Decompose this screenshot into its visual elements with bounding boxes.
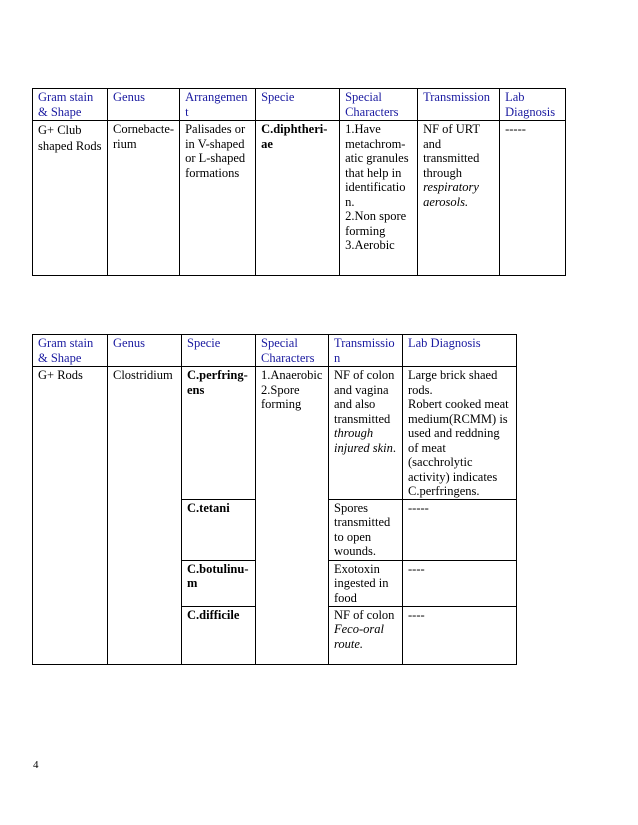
specie-cell: C.diphtheri-ae xyxy=(256,121,340,276)
lab-diagnosis-cell: ---- xyxy=(403,560,517,606)
header-cell: Specie xyxy=(182,335,256,367)
header-cell: Special Characters xyxy=(256,335,329,367)
transmission-text: NF of colon and vagina and also transmitted xyxy=(334,368,395,426)
gram-stain-cell: G+ Rods xyxy=(33,367,108,665)
header-cell: Genus xyxy=(108,89,180,121)
transmission-italic-text: respiratory aerosols. xyxy=(423,180,479,209)
specie-cell: C.perfring-ens xyxy=(182,367,256,500)
table-row xyxy=(33,367,517,500)
header-cell: Lab Diagnosis xyxy=(403,335,517,367)
specie-cell: C.botulinu-m xyxy=(182,560,256,606)
genus-cell: Clostridium xyxy=(108,367,182,665)
page-number: 4 xyxy=(33,759,39,771)
gram-stain-cell: G+ Club shaped Rods xyxy=(33,121,108,276)
transmission-cell xyxy=(329,367,403,500)
header-cell: Specie xyxy=(256,89,340,121)
lab-diagnosis-cell: ----- xyxy=(500,121,566,276)
transmission-text: NF of colon xyxy=(334,607,395,622)
table-header-row xyxy=(33,335,517,367)
header-cell: Transmission xyxy=(418,89,500,121)
header-cell: Transmissio n xyxy=(329,335,403,367)
transmission-suffix: . xyxy=(392,440,397,455)
lab-diagnosis-cell: ----- xyxy=(403,499,517,560)
special-characters-cell: 1.Have metachrom-atic granules that help in identificatio n. 2.Non spore forming 3.Aerobic xyxy=(340,121,418,276)
header-cell: Gram stain & Shape xyxy=(33,335,108,367)
transmission-italic-text: Feco-oral route. xyxy=(334,622,384,651)
genus-cell: Cornebacte-rium xyxy=(108,121,180,276)
header-cell: Special Characters xyxy=(340,89,418,121)
arrangement-cell: Palisades or in V-shaped or L-shaped formations xyxy=(180,121,256,276)
table-row xyxy=(33,121,566,276)
lab-diagnosis-cell: ---- xyxy=(403,606,517,664)
transmission-cell xyxy=(418,121,500,276)
specie-cell: C.difficile xyxy=(182,606,256,664)
header-cell: Genus xyxy=(108,335,182,367)
header-cell: Lab Diagnosis xyxy=(500,89,566,121)
transmission-italic-text: through injured skin xyxy=(334,426,393,455)
transmission-text: NF of URT and transmitted through xyxy=(423,122,480,180)
clostridium-table xyxy=(32,334,517,665)
transmission-cell xyxy=(329,606,403,664)
header-cell: Arrangemen t xyxy=(180,89,256,121)
header-cell: Gram stain & Shape xyxy=(33,89,108,121)
lab-diagnosis-cell: Large brick shaed rods. Robert cooked meat medium(RCMM) is used and reddning of meat (sacchrolytic activity) indicates C.perfringens. xyxy=(403,367,517,500)
special-characters-cell: 1.Anaerobic 2.Spore forming xyxy=(256,367,329,665)
transmission-cell: Spores transmitted to open wounds. xyxy=(329,499,403,560)
specie-cell: C.tetani xyxy=(182,499,256,560)
table-header-row xyxy=(33,89,566,121)
corynebacterium-table xyxy=(32,88,566,276)
transmission-cell: Exotoxin ingested in food xyxy=(329,560,403,606)
